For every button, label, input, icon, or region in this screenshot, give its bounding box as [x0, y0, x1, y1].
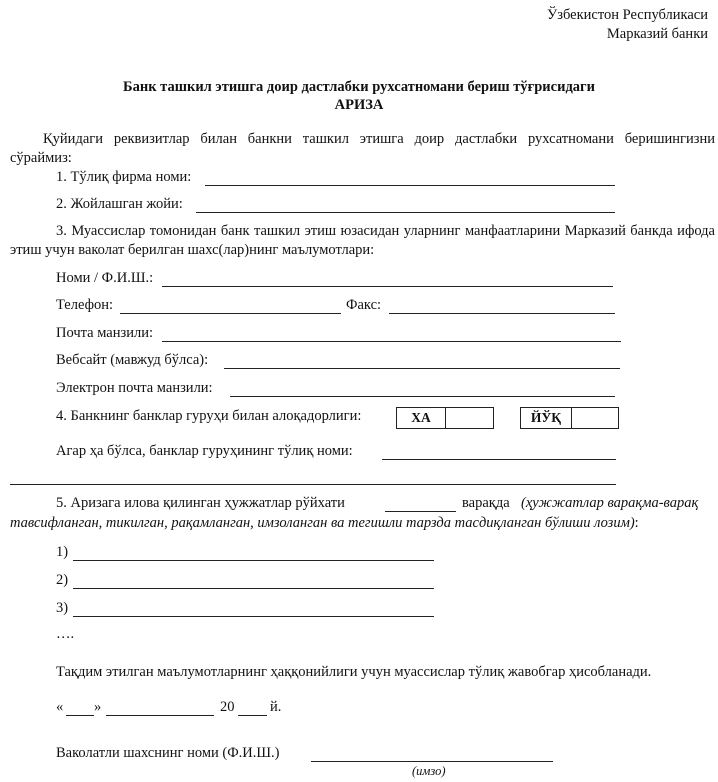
email-label: Электрон почта манзили:: [56, 380, 213, 396]
phone-field[interactable]: [120, 313, 341, 314]
document-item-2-field[interactable]: [73, 588, 434, 589]
website-label: Вебсайт (мавжуд бўлса):: [56, 352, 209, 368]
yes-label: ХА: [411, 410, 431, 425]
documents-ellipsis: ….: [56, 626, 75, 642]
documents-pages-word: варақда: [462, 495, 510, 511]
date-year-suffix: й.: [270, 699, 282, 715]
full-name-field[interactable]: [205, 185, 615, 186]
fax-field[interactable]: [389, 313, 615, 314]
founders-paragraph: 3. Муассислар томонидан банк ташкил этиш юзасидан уларнинг манфаатларини Марказий банкда ифода этиш учун ваколат берилган шахс(лар)нинг маълумотлари:: [10, 223, 715, 258]
website-field[interactable]: [224, 368, 620, 369]
no-box-divider: [571, 408, 572, 428]
documents-prefix: 5. Аризага илова қилинган ҳужжатлар рўйхати: [56, 495, 345, 511]
document-item-1-field[interactable]: [73, 560, 434, 561]
org-line-1: Ўзбекистон Республикаси: [546, 7, 708, 23]
yes-checkbox[interactable]: [396, 407, 494, 429]
group-name-field-continued[interactable]: [10, 484, 616, 485]
document-item-3-field[interactable]: [73, 616, 434, 617]
phone-label: Телефон:: [56, 297, 114, 313]
organization-name: [547, 6, 708, 44]
group-name-field[interactable]: [382, 459, 616, 460]
document-item-1-label: 1): [56, 544, 69, 560]
date-year-field[interactable]: [238, 715, 267, 716]
intro-paragraph: Қуйидаги реквизитлар билан банкни ташкил этишга доир дастлабки рухсатномани беришингизни сўраймиз:: [10, 131, 715, 166]
date-day-field[interactable]: [66, 715, 94, 716]
document-item-2-label: 2): [56, 572, 69, 588]
documents-note-part-1: (ҳужжатлар варақма-варақ: [521, 495, 699, 511]
documents-note-part-2: тавсифланган, тикилган, рақамланган, имзоланган ва тегишли тарзда тасдиқланган бўлиши лозим): [10, 515, 635, 531]
full-name-label: 1. Тўлиқ фирма номи:: [56, 169, 192, 185]
org-line-2: Марказий банки: [606, 26, 708, 42]
yes-box-divider: [445, 408, 446, 428]
date-year-prefix: 20: [220, 699, 235, 715]
postal-address-label: Почта манзили:: [56, 325, 153, 341]
document-title-line-1: Банк ташкил этишга доир дастлабки рухсатномани бериш тўғрисидаги: [123, 79, 595, 95]
no-label: ЙЎҚ: [530, 410, 562, 425]
documents-pages-field[interactable]: [385, 511, 456, 512]
signature-field[interactable]: [311, 761, 553, 762]
fax-label: Факс:: [346, 297, 382, 313]
location-field[interactable]: [196, 212, 615, 213]
documents-note-colon: :: [634, 515, 639, 531]
email-field[interactable]: [230, 396, 615, 397]
date-open-quote: «: [56, 699, 64, 715]
postal-address-field[interactable]: [162, 341, 621, 342]
no-checkbox[interactable]: [520, 407, 619, 429]
signature-caption: (имзо): [412, 764, 446, 778]
signature-label: Ваколатли шахснинг номи (Ф.И.Ш.): [56, 745, 280, 761]
group-name-label: Агар ҳа бўлса, банклар гуруҳининг тўлиқ номи:: [56, 443, 353, 459]
date-close-quote: »: [94, 699, 102, 715]
person-name-label: Номи / Ф.И.Ш.:: [56, 270, 154, 286]
person-name-field[interactable]: [162, 286, 613, 287]
date-month-field[interactable]: [106, 715, 214, 716]
responsibility-statement: Тақдим этилган маълумотларнинг ҳаққонийлиги учун муассислар тўлиқ жавобгар ҳисобланади.: [56, 664, 652, 680]
document-title-line-2: АРИЗА: [334, 97, 384, 113]
documents-note: [10, 515, 639, 532]
document-item-3-label: 3): [56, 600, 69, 616]
location-label: 2. Жойлашган жойи:: [56, 196, 183, 212]
group-relation-label: 4. Банкнинг банклар гуруҳи билан алоқадорлиги:: [56, 408, 362, 424]
